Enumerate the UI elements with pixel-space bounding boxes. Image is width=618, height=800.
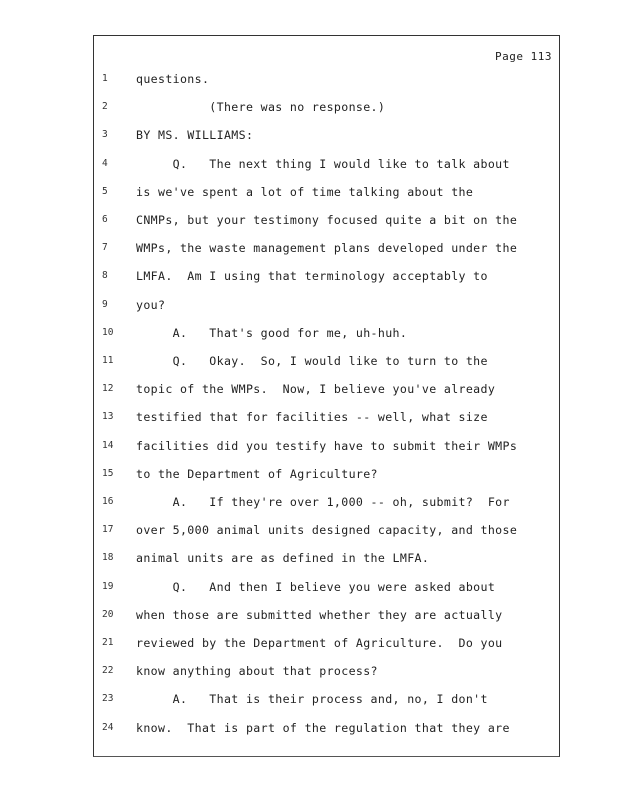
transcript-line	[96, 157, 556, 177]
transcript-line	[96, 664, 556, 684]
transcript-line	[96, 185, 556, 205]
line-text: over 5,000 animal units designed capacity, and those	[136, 523, 518, 538]
line-text: WMPs, the waste management plans developed under the	[136, 241, 518, 256]
line-text: is we've spent a lot of time talking about the	[136, 184, 474, 199]
transcript-line	[96, 354, 556, 374]
line-number: 20	[102, 608, 114, 620]
line-number: 12	[102, 383, 114, 395]
line-text: animal units are as defined in the LMFA.	[136, 551, 430, 566]
transcript-line	[96, 213, 556, 233]
line-text: A. If they're over 1,000 -- oh, submit? For	[136, 495, 510, 509]
transcript-line	[96, 241, 556, 261]
transcript-line	[96, 467, 556, 487]
line-text: Q. And then I believe you were asked about	[136, 579, 496, 594]
line-text: know. That is part of the regulation that they are	[136, 720, 510, 735]
line-text: A. That is their process and, no, I don't	[136, 692, 488, 707]
line-text: BY MS. WILLIAMS:	[136, 128, 254, 143]
line-text: Q. The next thing I would like to talk about	[136, 156, 510, 171]
transcript-line	[96, 580, 556, 600]
transcript-line	[96, 128, 556, 148]
transcript-line	[96, 636, 556, 656]
line-text: when those are submitted whether they are actually	[136, 607, 503, 622]
line-number: 16	[102, 496, 114, 507]
line-number: 2	[102, 101, 108, 113]
line-text: you?	[136, 297, 166, 312]
line-number: 6	[102, 214, 108, 225]
line-number: 13	[102, 411, 114, 423]
line-text: LMFA. Am I using that terminology acceptably to	[136, 269, 488, 284]
line-text: topic of the WMPs. Now, I believe you've already	[136, 382, 496, 397]
line-number: 17	[102, 524, 114, 536]
line-number: 21	[102, 637, 114, 648]
transcript-line	[96, 72, 556, 92]
transcript-line	[96, 298, 556, 318]
line-number: 19	[102, 580, 114, 592]
transcript-line	[96, 495, 556, 515]
line-text: reviewed by the Department of Agriculture. Do you	[136, 636, 503, 650]
line-number: 9	[102, 298, 108, 310]
transcript-line	[96, 410, 556, 430]
line-text: know anything about that process?	[136, 664, 378, 679]
line-text: A. That's good for me, uh-huh.	[136, 325, 408, 340]
line-number: 18	[102, 552, 114, 564]
transcript-line	[96, 523, 556, 543]
line-number: 1	[102, 73, 108, 84]
line-number: 15	[102, 467, 114, 479]
line-text: CNMPs, but your testimony focused quite a bit on the	[136, 213, 518, 227]
transcript-line	[96, 692, 556, 712]
transcript-line	[96, 269, 556, 289]
transcript-line	[96, 100, 556, 120]
line-text: Q. Okay. So, I would like to turn to the	[136, 354, 488, 368]
line-number: 22	[102, 665, 114, 677]
line-number: 3	[102, 129, 108, 141]
line-text: testified that for facilities -- well, what size	[136, 410, 488, 425]
line-text: (There was no response.)	[136, 100, 386, 115]
line-number: 11	[102, 355, 114, 366]
transcript-line	[96, 439, 556, 459]
transcript-line	[96, 382, 556, 402]
transcript-line	[96, 551, 556, 571]
transcript-line	[96, 721, 556, 741]
line-number: 7	[102, 242, 108, 254]
line-text: questions.	[136, 72, 210, 86]
page-number: Page 113	[495, 50, 552, 63]
line-number: 14	[102, 439, 114, 451]
line-number: 4	[102, 157, 108, 169]
transcript-line	[96, 326, 556, 346]
line-number: 10	[102, 326, 114, 338]
line-number: 23	[102, 693, 114, 705]
line-text: facilities did you testify have to submit their WMPs	[136, 438, 518, 453]
line-text: to the Department of Agriculture?	[136, 466, 378, 481]
transcript-line	[96, 608, 556, 628]
line-number: 8	[102, 270, 108, 282]
line-number: 5	[102, 185, 108, 197]
line-number: 24	[102, 721, 114, 733]
